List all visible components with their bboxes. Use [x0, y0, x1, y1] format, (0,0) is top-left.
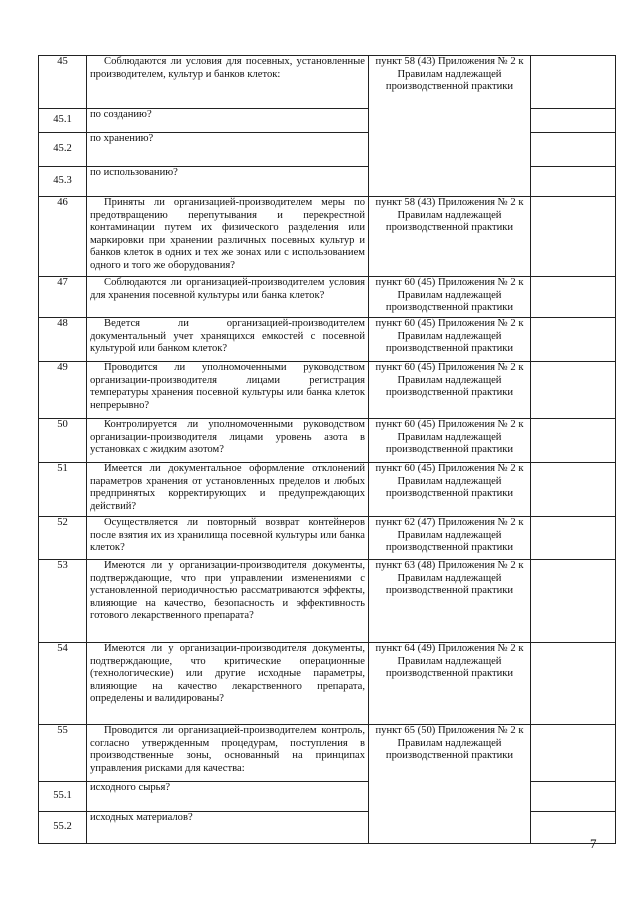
row-number: 54	[39, 643, 87, 725]
table-row	[39, 560, 616, 643]
reference-text: пункт 64 (49) Приложения № 2 к Правилам надлежащей производственной практики	[369, 643, 531, 725]
row-number: 45.1	[39, 109, 87, 133]
reference-text: пункт 60 (45) Приложения № 2 к Правилам надлежащей производственной практики	[369, 362, 531, 419]
question-text: Имеется ли документальное оформление отклонений параметров хранения от установленных пределов и любых предпринятых корректирующих и предупреждающих действий?	[87, 463, 369, 517]
question-text: по использованию?	[87, 167, 369, 197]
reference-text: пункт 63 (48) Приложения № 2 к Правилам надлежащей производственной практики	[369, 560, 531, 643]
row-number: 49	[39, 362, 87, 419]
reference-text: пункт 58 (43) Приложения № 2 к Правилам надлежащей производственной практики	[369, 197, 531, 277]
row-number: 45.3	[39, 167, 87, 197]
answer-cell	[531, 643, 616, 725]
reference-text: пункт 60 (45) Приложения № 2 к Правилам надлежащей производственной практики	[369, 419, 531, 463]
reference-text: пункт 60 (45) Приложения № 2 к Правилам надлежащей производственной практики	[369, 463, 531, 517]
table-row	[39, 362, 616, 419]
reference-text: пункт 60 (45) Приложения № 2 к Правилам надлежащей производственной практики	[369, 277, 531, 318]
row-number: 46	[39, 197, 87, 277]
answer-cell	[531, 167, 616, 197]
table-row	[39, 419, 616, 463]
question-text: Имеются ли у организации-производителя документы, подтверждающие, что при управлении изменениями с установленной периодичностью рассматриваются эффекты, влияющие на качество, безопасность и эффективность готового лекарственного препарата?	[87, 560, 369, 643]
row-number: 53	[39, 560, 87, 643]
reference-text: пункт 58 (43) Приложения № 2 к Правилам надлежащей производственной практики	[369, 56, 531, 197]
question-text: Проводится ли организацией-производителем контроль, согласно утвержденным процедурам, поступления в производственные зоны, основанный на принципах управления рисками для качества:	[87, 725, 369, 782]
answer-cell	[531, 725, 616, 782]
row-number: 55	[39, 725, 87, 782]
row-number: 45.2	[39, 133, 87, 167]
table-row	[39, 463, 616, 517]
question-text: Ведется ли организацией-производителем документальный учет хранящихся емкостей с посевной культурой или банком клеток?	[87, 318, 369, 362]
table-row	[39, 56, 616, 109]
answer-cell	[531, 463, 616, 517]
question-text: Контролируется ли уполномоченными руководством организации-производителя лицами уровень азота в установках с жидким азотом?	[87, 419, 369, 463]
row-number: 45	[39, 56, 87, 109]
answer-cell	[531, 318, 616, 362]
row-number: 48	[39, 318, 87, 362]
table-row	[39, 643, 616, 725]
answer-cell	[531, 812, 616, 844]
answer-cell	[531, 419, 616, 463]
question-text: по созданию?	[87, 109, 369, 133]
reference-text: пункт 65 (50) Приложения № 2 к Правилам надлежащей производственной практики	[369, 725, 531, 844]
page-number: 7	[590, 836, 597, 851]
question-text: исходных материалов?	[87, 812, 369, 844]
question-text: Осуществляется ли повторный возврат контейнеров после взятия их из хранилища посевной культуры или банка клеток?	[87, 517, 369, 560]
question-text: Соблюдаются ли организацией-производителем условия для хранения посевной культуры или банка клеток?	[87, 277, 369, 318]
answer-cell	[531, 560, 616, 643]
table-row	[39, 725, 616, 782]
table-row	[39, 318, 616, 362]
row-number: 47	[39, 277, 87, 318]
row-number: 52	[39, 517, 87, 560]
answer-cell	[531, 517, 616, 560]
answer-cell	[531, 197, 616, 277]
table-row	[39, 517, 616, 560]
reference-text: пункт 62 (47) Приложения № 2 к Правилам надлежащей производственной практики	[369, 517, 531, 560]
question-text: Соблюдаются ли условия для посевных, установленные производителем, культур и банков клеток:	[87, 56, 369, 109]
question-text: исходного сырья?	[87, 782, 369, 812]
question-text: по хранению?	[87, 133, 369, 167]
answer-cell	[531, 782, 616, 812]
question-text: Имеются ли у организации-производителя документы, подтверждающие, что критические операционные (технологические) или другие исходные параметры, влияющие на качество лекарственного препарата, определены и валидированы?	[87, 643, 369, 725]
table-row	[39, 197, 616, 277]
table-row	[39, 277, 616, 318]
answer-cell	[531, 56, 616, 109]
row-number: 50	[39, 419, 87, 463]
reference-text: пункт 60 (45) Приложения № 2 к Правилам надлежащей производственной практики	[369, 318, 531, 362]
row-number: 55.2	[39, 812, 87, 844]
row-number: 51	[39, 463, 87, 517]
question-text: Приняты ли организацией-производителем меры по предотвращению перепутывания и перекрестной контаминации путем их физического разделения или маркировки при хранении различных посевных культур и банков клеток в одних и тех же зонах или с использованием одного и того же оборудования?	[87, 197, 369, 277]
answer-cell	[531, 362, 616, 419]
answer-cell	[531, 109, 616, 133]
row-number: 55.1	[39, 782, 87, 812]
answer-cell	[531, 277, 616, 318]
question-text: Проводится ли уполномоченными руководством организации-производителя лицами регистрация температуры хранения посевной культуры или банка клеток непрерывно?	[87, 362, 369, 419]
answer-cell	[531, 133, 616, 167]
checklist-table	[38, 55, 616, 844]
